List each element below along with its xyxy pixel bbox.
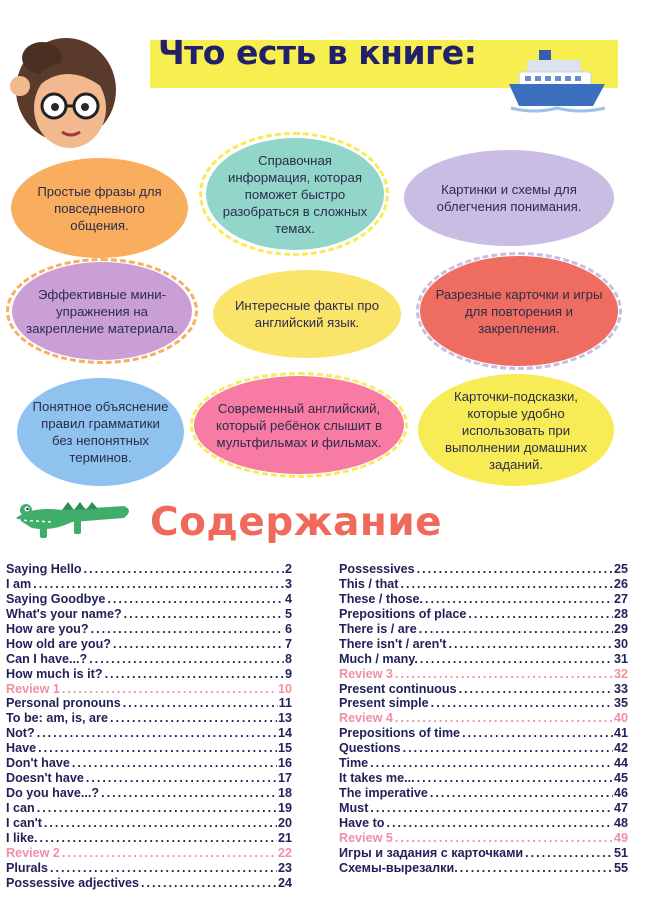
toc-entry-page: 24 xyxy=(277,875,292,890)
toc-entry xyxy=(339,771,628,786)
feature-bubble-hint-cards: Карточки-подсказки, которые удобно использовать при выполнении домашних заданий. xyxy=(418,374,614,486)
toc-entry-title: Do you have...? xyxy=(6,786,100,801)
toc-entry xyxy=(339,577,628,592)
toc-entry-page: 21 xyxy=(277,830,292,845)
toc-dot-leader xyxy=(425,592,613,606)
toc-entry-title: Review 3 xyxy=(339,666,393,681)
toc-entry-title: Possessives xyxy=(339,562,415,576)
feature-bubble-pictures: Картинки и схемы для облегчения понимания. xyxy=(404,150,614,246)
toc-dot-leader xyxy=(395,711,613,725)
toc-title: Содержание xyxy=(150,500,443,545)
toc-entry-page: 7 xyxy=(284,636,292,651)
toc-dot-leader xyxy=(419,622,613,636)
toc-dot-leader xyxy=(37,726,277,740)
toc-dot-leader xyxy=(141,876,277,890)
toc-entry-title: How old are you? xyxy=(6,636,111,651)
toc-entry-page: 33 xyxy=(613,681,628,696)
toc-entry xyxy=(6,756,292,771)
toc-entry-title: Схемы-вырезалки. xyxy=(339,860,458,875)
toc-entry-page: 18 xyxy=(277,786,292,801)
toc-dot-leader xyxy=(417,562,613,576)
toc-dot-leader xyxy=(370,756,613,770)
toc-dot-leader xyxy=(431,696,613,710)
toc-entry xyxy=(6,652,292,667)
toc-entry-title: Much / many. xyxy=(339,651,418,666)
toc-entry-title: There is / are xyxy=(339,621,417,636)
toc-entry xyxy=(6,861,292,876)
toc-entry xyxy=(339,711,628,726)
toc-entry-title: It takes me... xyxy=(339,771,415,786)
toc-entry-page: 51 xyxy=(613,845,628,860)
toc-entry-title: Saying Hello xyxy=(6,562,82,576)
toc-entry-page: 15 xyxy=(277,741,292,756)
toc-entry xyxy=(6,577,292,592)
toc-column-right xyxy=(339,562,628,876)
toc-entry-page: 26 xyxy=(613,576,628,591)
toc-entry xyxy=(6,711,292,726)
toc-dot-leader xyxy=(37,801,277,815)
toc-entry xyxy=(6,592,292,607)
toc-entry-page: 30 xyxy=(613,636,628,651)
toc-entry-title: Questions xyxy=(339,741,401,756)
toc-dot-leader xyxy=(400,577,613,591)
toc-entry xyxy=(339,652,628,667)
toc-entry-title: Doesn't have xyxy=(6,771,84,786)
toc-dot-leader xyxy=(395,831,613,845)
toc-dot-leader xyxy=(89,652,284,666)
toc-entry-title: Present simple xyxy=(339,696,429,711)
toc-entry xyxy=(6,831,292,846)
toc-entry-page: 29 xyxy=(613,621,628,636)
toc-entry-title: Review 1 xyxy=(6,681,60,696)
toc-dot-leader xyxy=(33,577,284,591)
toc-entry-title: Plurals xyxy=(6,860,48,875)
toc-entry-page: 16 xyxy=(277,756,292,771)
toc-entry-title: How much is it? xyxy=(6,666,103,681)
toc-entry xyxy=(339,607,628,622)
toc-entry xyxy=(6,786,292,801)
toc-dot-leader xyxy=(420,652,613,666)
toc-entry-title: Present continuous xyxy=(339,681,457,696)
toc-entry-title: There isn't / aren't xyxy=(339,636,447,651)
toc-entry xyxy=(339,786,628,801)
toc-dot-leader xyxy=(62,846,277,860)
toc-dot-leader xyxy=(430,786,613,800)
toc-entry-page: 19 xyxy=(277,801,292,815)
toc-entry xyxy=(339,756,628,771)
toc-entry-page: 22 xyxy=(277,845,292,860)
toc-entry xyxy=(6,726,292,741)
toc-dot-leader xyxy=(101,786,277,800)
toc-entry-page: 11 xyxy=(278,696,292,711)
toc-entry-page: 4 xyxy=(284,591,292,606)
toc-entry-title: What's your name? xyxy=(6,606,122,621)
toc-entry xyxy=(339,816,628,831)
toc-entry-title: Prepositions of time xyxy=(339,726,461,741)
toc-entry-title: Prepositions of place xyxy=(339,606,467,621)
toc-entry xyxy=(6,771,292,786)
toc-entry-page: 23 xyxy=(277,860,292,875)
toc-dot-leader xyxy=(525,846,613,860)
toc-entry-title: How are you? xyxy=(6,621,89,636)
feature-bubble-grammar: Понятное объяснение правил грамматики без непонятных терминов. xyxy=(17,378,184,486)
feature-bubble-phrases: Простые фразы для повседневного общения. xyxy=(11,158,188,258)
toc-entry-title: This / that xyxy=(339,576,399,591)
toc-entry-title: Time xyxy=(339,756,369,771)
toc-dot-leader xyxy=(123,696,278,710)
toc-dot-leader xyxy=(40,831,277,845)
toc-entry xyxy=(339,726,628,741)
toc-entry-page: 10 xyxy=(277,681,292,696)
toc-entry-title: Игры и задания с карточками xyxy=(339,845,524,860)
toc-entry-page: 3 xyxy=(284,576,292,591)
feature-bubble-reference: Справочная информация, которая поможет быстро разобраться в сложных темах. xyxy=(206,138,384,250)
toc-entry xyxy=(6,562,292,577)
toc-entry xyxy=(6,876,292,891)
toc-entry xyxy=(339,637,628,652)
toc-dot-leader xyxy=(462,726,613,740)
toc-dot-leader xyxy=(370,801,613,815)
toc-entry-title: I can xyxy=(6,801,35,815)
feature-bubble-facts: Интересные факты про английский язык. xyxy=(213,270,401,358)
toc-entry xyxy=(6,637,292,652)
toc-entry-title: I can't xyxy=(6,815,42,830)
toc-dot-leader xyxy=(86,771,277,785)
toc-entry xyxy=(339,696,628,711)
toc-entry-page: 8 xyxy=(284,651,292,666)
toc-entry-page: 49 xyxy=(613,830,628,845)
feature-bubble-exercises: Эффективные мини-упражнения на закрепление материала. xyxy=(12,262,192,360)
toc-entry-title: Have xyxy=(6,741,37,756)
toc-entry-page: 45 xyxy=(613,771,628,786)
feature-bubble-modern-english: Современный английский, который ребёнок слышит в мультфильмах и фильмах. xyxy=(194,376,404,474)
toc-entry-title: Can I have...? xyxy=(6,651,88,666)
toc-entry-page: 48 xyxy=(613,815,628,830)
toc-entry-page: 5 xyxy=(284,606,292,621)
toc-dot-leader xyxy=(403,741,613,755)
girl-illustration-icon xyxy=(6,28,136,158)
toc-entry-title: Have to xyxy=(339,815,385,830)
toc-entry xyxy=(339,741,628,756)
toc-entry-page: 13 xyxy=(277,711,292,726)
toc-dot-leader xyxy=(107,592,284,606)
toc-entry xyxy=(339,622,628,637)
toc-dot-leader xyxy=(50,861,277,875)
toc-entry xyxy=(339,562,628,577)
toc-dot-leader xyxy=(110,711,277,725)
toc-entry-page: 46 xyxy=(613,786,628,801)
toc-dot-leader xyxy=(62,682,277,696)
toc-entry-page: 9 xyxy=(284,666,292,681)
crocodile-illustration-icon xyxy=(12,488,137,543)
toc-dot-leader xyxy=(460,861,613,875)
toc-entry-title: I like. xyxy=(6,830,38,845)
toc-entry-title: Saying Goodbye xyxy=(6,591,106,606)
feature-bubble-cards: Разрезные карточки и игры для повторения и закрепления. xyxy=(420,256,618,366)
toc-dot-leader xyxy=(72,756,277,770)
toc-entry xyxy=(339,861,628,876)
toc-dot-leader xyxy=(124,607,284,621)
toc-entry-page: 27 xyxy=(613,591,628,606)
toc-entry xyxy=(6,607,292,622)
toc-entry-page: 44 xyxy=(613,756,628,771)
ship-illustration-icon xyxy=(505,44,610,116)
toc-entry-page: 20 xyxy=(277,815,292,830)
toc-entry-page: 35 xyxy=(613,696,628,711)
toc-entry-page: 31 xyxy=(613,651,628,666)
toc-entry-title: Don't have xyxy=(6,756,70,771)
toc-entry-page: 6 xyxy=(284,621,292,636)
toc-dot-leader xyxy=(113,637,284,651)
toc-entry-title: Possessive adjectives xyxy=(6,875,140,890)
toc-entry xyxy=(339,846,628,861)
toc-entry-title: To be: am, is, are xyxy=(6,711,108,726)
toc-entry-page: 28 xyxy=(613,606,628,621)
page-title: Что есть в книге: xyxy=(158,33,477,72)
toc-entry xyxy=(6,846,292,861)
toc-dot-leader xyxy=(84,562,284,576)
toc-entry-page: 40 xyxy=(613,711,628,726)
toc-dot-leader xyxy=(387,816,613,830)
toc-entry xyxy=(339,831,628,846)
toc-entry-title: Must xyxy=(339,801,369,815)
toc-dot-leader xyxy=(91,622,284,636)
toc-entry xyxy=(339,682,628,697)
toc-entry-page: 55 xyxy=(613,860,628,875)
toc-dot-leader xyxy=(44,816,277,830)
toc-entry xyxy=(6,667,292,682)
toc-entry xyxy=(339,592,628,607)
toc-dot-leader xyxy=(105,667,284,681)
toc-entry xyxy=(6,801,292,816)
toc-entry-title: I am xyxy=(6,576,32,591)
toc-entry xyxy=(339,801,628,816)
toc-entry-title: Review 5 xyxy=(339,830,393,845)
toc-entry-title: The imperative xyxy=(339,786,428,801)
toc-entry-page: 42 xyxy=(613,741,628,756)
toc-dot-leader xyxy=(395,667,613,681)
toc-dot-leader xyxy=(448,637,613,651)
toc-entry xyxy=(6,622,292,637)
toc-dot-leader xyxy=(459,682,613,696)
toc-entry-page: 2 xyxy=(284,562,292,576)
toc-entry-page: 14 xyxy=(277,726,292,741)
toc-entry-title: Review 2 xyxy=(6,845,60,860)
toc-entry-page: 25 xyxy=(613,562,628,576)
toc-entry xyxy=(6,741,292,756)
toc-entry-title: Review 4 xyxy=(339,711,393,726)
toc-dot-leader xyxy=(38,741,277,755)
toc-entry-page: 47 xyxy=(613,801,628,815)
toc-entry-title: Personal pronouns xyxy=(6,696,121,711)
toc-column-left xyxy=(6,562,292,891)
toc-entry-page: 32 xyxy=(613,666,628,681)
toc-entry xyxy=(6,696,292,711)
toc-dot-leader xyxy=(468,607,613,621)
toc-dot-leader xyxy=(417,771,613,785)
toc-entry-title: These / those. xyxy=(339,591,423,606)
toc-entry-page: 17 xyxy=(277,771,292,786)
toc-entry-title: Not? xyxy=(6,726,35,741)
toc-entry xyxy=(6,682,292,697)
toc-entry-page: 41 xyxy=(613,726,628,741)
toc-entry xyxy=(339,667,628,682)
toc-entry xyxy=(6,816,292,831)
